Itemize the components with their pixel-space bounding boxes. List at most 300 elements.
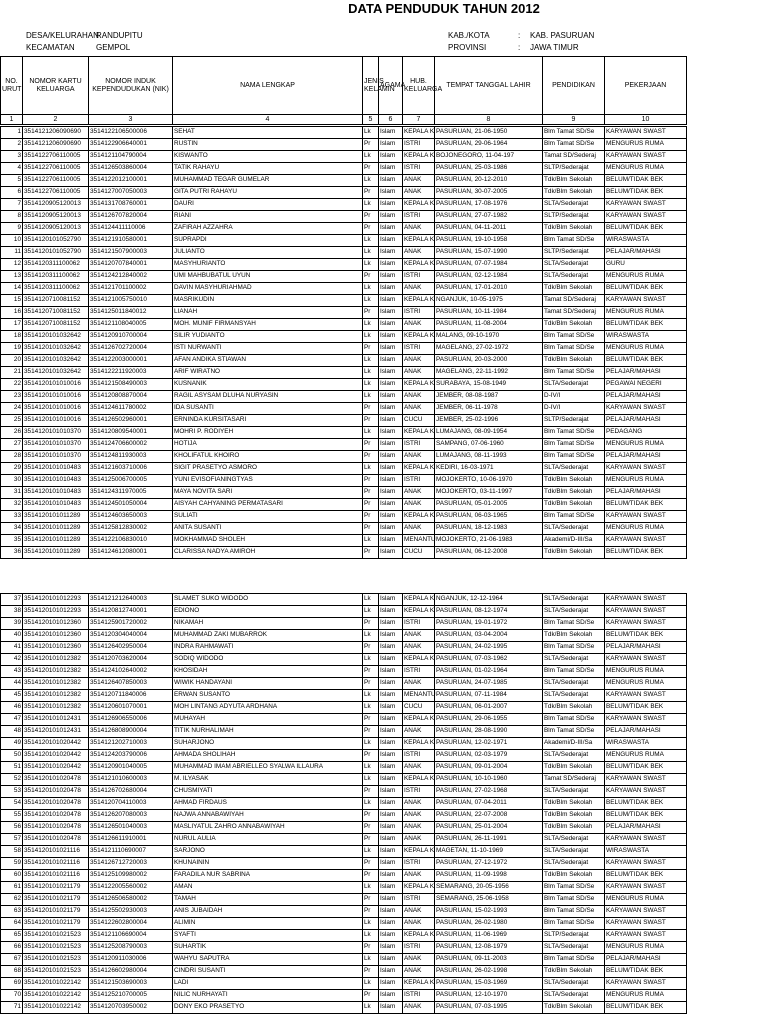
cell-jenis-kelamin: Pr: [363, 642, 379, 654]
cell-pekerjaan: PELAJAR/MAHASI: [605, 247, 687, 259]
cell-nik: 3514121212640003: [89, 594, 173, 606]
cell-pendidikan: SLTA/Sederajat: [543, 858, 605, 870]
cell-no-urut: 9: [1, 223, 23, 235]
cell-pendidikan: SLTA/Sederajat: [543, 271, 605, 283]
cell-hub-keluarga: ANAK: [403, 523, 435, 535]
cell-hub-keluarga: MENANTU: [403, 690, 435, 702]
cell-nomor-kk: 3514120101011289: [23, 523, 89, 535]
cell-pendidikan: Blm Tamat SD/Se: [543, 906, 605, 918]
cell-nomor-kk: 3514120101032642: [23, 343, 89, 355]
cell-nik: 3514126503860004: [89, 163, 173, 175]
cell-tempat-tanggal-lahir: JEMBER, 06-11-1978: [435, 403, 543, 415]
cell-pekerjaan: PELAJAR/MAHASI: [605, 451, 687, 463]
table-row: [1, 415, 687, 427]
cell-nomor-kk: 3514120101012431: [23, 714, 89, 726]
cell-no-urut: 7: [1, 199, 23, 211]
cell-agama: Islam: [379, 187, 403, 199]
cell-tempat-tanggal-lahir: SEMARANG, 20-05-1956: [435, 882, 543, 894]
cell-nik: 3514120901040005: [89, 762, 173, 774]
cell-pendidikan: SLTA/Sederajat: [543, 990, 605, 1002]
cell-nomor-kk: 3514120101052790: [23, 247, 89, 259]
cell-pekerjaan: KARYAWAN SWAST: [605, 906, 687, 918]
cell-nama-lengkap: SILIR YUDIANTO: [173, 331, 363, 343]
cell-agama: Islam: [379, 966, 403, 978]
cell-tempat-tanggal-lahir: PASURUAN, 27-02-1968: [435, 786, 543, 798]
cell-tempat-tanggal-lahir: KEDIRI, 16-03-1971: [435, 463, 543, 475]
cell-no-urut: 63: [1, 906, 23, 918]
cell-nama-lengkap: AHMADA SHOLIHAH: [173, 750, 363, 762]
cell-hub-keluarga: ANAK: [403, 810, 435, 822]
cell-pekerjaan: MENGURUS RUMA: [605, 307, 687, 319]
cell-nik: 3514126506580002: [89, 894, 173, 906]
cell-nomor-kk: 3514120101012293: [23, 594, 89, 606]
cell-nama-lengkap: UMI MAHBUBATUL UYUN: [173, 271, 363, 283]
cell-nama-lengkap: MASLIYATUL ZAHRO ANNABAWIYAH: [173, 822, 363, 834]
cell-nomor-kk: 3514120101010370: [23, 439, 89, 451]
cell-agama: Islam: [379, 487, 403, 499]
table-row: [1, 187, 687, 199]
cell-nik: 3514122012100001: [89, 175, 173, 187]
cell-tempat-tanggal-lahir: PASURUAN, 11-09-1998: [435, 870, 543, 882]
table-row: [1, 618, 687, 630]
table-row: [1, 427, 687, 439]
cell-no-urut: 67: [1, 954, 23, 966]
cell-hub-keluarga: ANAK: [403, 906, 435, 918]
cell-nomor-kk: 3514120101012382: [23, 678, 89, 690]
header-nomor-kk: NOMOR KARTU KELUARGA: [23, 57, 89, 115]
cell-pekerjaan: KARYAWAN SWAST: [605, 714, 687, 726]
cell-agama: Islam: [379, 199, 403, 211]
cell-nomor-kk: 3514120101011289: [23, 535, 89, 547]
cell-pekerjaan: MENGURUS RUMA: [605, 139, 687, 151]
header-number-tempat-tanggal-lahir: 8: [435, 115, 543, 125]
cell-agama: Islam: [379, 930, 403, 942]
cell-nomor-kk: 3514120101022142: [23, 1002, 89, 1014]
cell-nama-lengkap: NILIC NURHAYATI: [173, 990, 363, 1002]
cell-agama: Islam: [379, 786, 403, 798]
cell-agama: Islam: [379, 798, 403, 810]
cell-nama-lengkap: MASRIKUDIN: [173, 295, 363, 307]
cell-pendidikan: Tamat SD/Sederaj: [543, 295, 605, 307]
cell-jenis-kelamin: Lk: [363, 319, 379, 331]
cell-pekerjaan: KARYAWAN SWAST: [605, 211, 687, 223]
table-row: [1, 954, 687, 966]
cell-tempat-tanggal-lahir: PASURUAN, 20-03-2000: [435, 355, 543, 367]
table-row: [1, 894, 687, 906]
cell-no-urut: 44: [1, 678, 23, 690]
cell-nama-lengkap: ANIS JUBAIDAH: [173, 906, 363, 918]
cell-nama-lengkap: TITIK NURHALIMAH: [173, 726, 363, 738]
cell-jenis-kelamin: Pr: [363, 499, 379, 511]
cell-jenis-kelamin: Lk: [363, 391, 379, 403]
cell-nik: 3514126906550006: [89, 714, 173, 726]
cell-agama: Islam: [379, 547, 403, 559]
cell-nik: 3514121104790004: [89, 151, 173, 163]
table-row: [1, 391, 687, 403]
cell-no-urut: 69: [1, 978, 23, 990]
provinsi-label: PROVINSI: [448, 43, 487, 52]
cell-jenis-kelamin: Pr: [363, 415, 379, 427]
cell-tempat-tanggal-lahir: PASURUAN, 06-03-1965: [435, 511, 543, 523]
cell-no-urut: 25: [1, 415, 23, 427]
cell-no-urut: 43: [1, 666, 23, 678]
cell-agama: Islam: [379, 846, 403, 858]
cell-jenis-kelamin: Pr: [363, 966, 379, 978]
cell-pekerjaan: MENGURUS RUMA: [605, 942, 687, 954]
cell-no-urut: 19: [1, 343, 23, 355]
cell-nama-lengkap: TATIK RAHAYU: [173, 163, 363, 175]
cell-hub-keluarga: KEPALA K: [403, 427, 435, 439]
table-row: [1, 511, 687, 523]
cell-nama-lengkap: CINDRI SUSANTI: [173, 966, 363, 978]
cell-hub-keluarga: ANAK: [403, 391, 435, 403]
cell-nama-lengkap: CLARISSA NADYA AMIROH: [173, 547, 363, 559]
cell-nama-lengkap: SEHAT: [173, 127, 363, 139]
cell-nama-lengkap: MASYHURIANTO: [173, 259, 363, 271]
cell-hub-keluarga: ISTRI: [403, 271, 435, 283]
table-row: [1, 331, 687, 343]
cell-hub-keluarga: ISTRI: [403, 618, 435, 630]
cell-tempat-tanggal-lahir: SURABAYA, 15-08-1949: [435, 379, 543, 391]
cell-hub-keluarga: KEPALA K: [403, 331, 435, 343]
header-number-jenis-kelamin: 5: [363, 115, 379, 125]
header-number-nik: 3: [89, 115, 173, 125]
cell-pekerjaan: BELUM/TIDAK BEK: [605, 810, 687, 822]
cell-nomor-kk: 3514120101020478: [23, 774, 89, 786]
cell-no-urut: 18: [1, 331, 23, 343]
cell-jenis-kelamin: Pr: [363, 990, 379, 1002]
cell-nama-lengkap: NAJWA ANNABAWIYAH: [173, 810, 363, 822]
cell-tempat-tanggal-lahir: PASURUAN, 25-03-1986: [435, 163, 543, 175]
page-title: DATA PENDUDUK TAHUN 2012: [348, 1, 540, 16]
cell-agama: Islam: [379, 714, 403, 726]
cell-jenis-kelamin: Pr: [363, 906, 379, 918]
cell-nik: 3514120704110003: [89, 798, 173, 810]
cell-hub-keluarga: KEPALA K: [403, 199, 435, 211]
cell-nama-lengkap: DONY EKO PRASETYO: [173, 1002, 363, 1014]
cell-nomor-kk: 3514120101021116: [23, 846, 89, 858]
header-nama-lengkap: NAMA LENGKAP: [173, 57, 363, 115]
cell-tempat-tanggal-lahir: PASURUAN, 02-12-1984: [435, 271, 543, 283]
cell-nik: 3514124706600002: [89, 439, 173, 451]
cell-nik: 3514121005750010: [89, 295, 173, 307]
table-row: [1, 750, 687, 762]
cell-nomor-kk: 3514120101011289: [23, 511, 89, 523]
cell-pekerjaan: PEGAWAI NEGERI: [605, 379, 687, 391]
cell-nik: 3514122005560002: [89, 882, 173, 894]
cell-jenis-kelamin: Lk: [363, 355, 379, 367]
cell-hub-keluarga: ANAK: [403, 870, 435, 882]
cell-jenis-kelamin: Lk: [363, 846, 379, 858]
cell-pendidikan: Blm Tamat SD/Se: [543, 882, 605, 894]
cell-pekerjaan: KARYAWAN SWAST: [605, 654, 687, 666]
cell-tempat-tanggal-lahir: PASURUAN, 02-03-1979: [435, 750, 543, 762]
cell-tempat-tanggal-lahir: PASURUAN, 08-12-1974: [435, 606, 543, 618]
cell-agama: Islam: [379, 163, 403, 175]
cell-hub-keluarga: ANAK: [403, 403, 435, 415]
cell-nama-lengkap: ZAFIRAH AZZAHRA: [173, 223, 363, 235]
cell-nik: 3514126712720003: [89, 858, 173, 870]
cell-pendidikan: Blm Tamat SD/Se: [543, 918, 605, 930]
cell-hub-keluarga: ANAK: [403, 966, 435, 978]
cell-agama: Islam: [379, 858, 403, 870]
cell-nama-lengkap: ALIMIN: [173, 918, 363, 930]
cell-pekerjaan: BELUM/TIDAK BEK: [605, 702, 687, 714]
cell-pendidikan: D-IV/I: [543, 391, 605, 403]
cell-pekerjaan: BELUM/TIDAK BEK: [605, 762, 687, 774]
cell-pendidikan: Akademi/D-III/Sa: [543, 535, 605, 547]
cell-tempat-tanggal-lahir: MOJOKERTO, 03-11-1997: [435, 487, 543, 499]
cell-pendidikan: SLTA/Sederajat: [543, 786, 605, 798]
cell-pendidikan: Blm Tamat SD/Se: [543, 235, 605, 247]
cell-nama-lengkap: IDA SUSANTI: [173, 403, 363, 415]
cell-pendidikan: Tdk/Blm Sekolah: [543, 798, 605, 810]
cell-tempat-tanggal-lahir: PASURUAN, 03-04-2004: [435, 630, 543, 642]
cell-pekerjaan: BELUM/TIDAK BEK: [605, 283, 687, 295]
cell-no-urut: 58: [1, 846, 23, 858]
cell-nomor-kk: 3514120101010483: [23, 475, 89, 487]
cell-nama-lengkap: GITA PUTRI RAHAYU: [173, 187, 363, 199]
table-row: [1, 606, 687, 618]
cell-hub-keluarga: KEPALA K: [403, 930, 435, 942]
cell-hub-keluarga: CUCU: [403, 702, 435, 714]
header-jenis-kelamin: JENIS KELAMIN: [363, 57, 379, 115]
cell-pendidikan: SLTA/Sederajat: [543, 199, 605, 211]
cell-hub-keluarga: ISTRI: [403, 786, 435, 798]
cell-nik: 3514125210700005: [89, 990, 173, 1002]
cell-tempat-tanggal-lahir: PASURUAN, 01-02-1964: [435, 666, 543, 678]
cell-hub-keluarga: ISTRI: [403, 750, 435, 762]
cell-pekerjaan: BELUM/TIDAK BEK: [605, 319, 687, 331]
cell-nik: 3514125901720002: [89, 618, 173, 630]
cell-pendidikan: Tdk/Blm Sekolah: [543, 630, 605, 642]
cell-hub-keluarga: ANAK: [403, 247, 435, 259]
cell-nik: 3514126402950004: [89, 642, 173, 654]
cell-no-urut: 64: [1, 918, 23, 930]
cell-pekerjaan: PELAJAR/MAHASI: [605, 487, 687, 499]
table-row: [1, 343, 687, 355]
cell-jenis-kelamin: Lk: [363, 774, 379, 786]
table-row: [1, 678, 687, 690]
table-row: [1, 738, 687, 750]
cell-agama: Islam: [379, 511, 403, 523]
cell-pekerjaan: PELAJAR/MAHASI: [605, 954, 687, 966]
table-row: [1, 798, 687, 810]
cell-no-urut: 22: [1, 379, 23, 391]
cell-nomor-kk: 3514120905120013: [23, 223, 89, 235]
cell-nomor-kk: 3514120101012293: [23, 606, 89, 618]
cell-jenis-kelamin: Lk: [363, 127, 379, 139]
cell-pekerjaan: BELUM/TIDAK BEK: [605, 798, 687, 810]
cell-agama: Islam: [379, 954, 403, 966]
table-row: [1, 966, 687, 978]
cell-pekerjaan: WIRASWASTA: [605, 738, 687, 750]
cell-agama: Islam: [379, 834, 403, 846]
cell-nama-lengkap: SUHARJONO: [173, 738, 363, 750]
cell-no-urut: 29: [1, 463, 23, 475]
cell-nama-lengkap: KHOLIFATUL KHOIRO: [173, 451, 363, 463]
cell-nomor-kk: 3514120101021116: [23, 870, 89, 882]
table-row: [1, 259, 687, 271]
cell-no-urut: 6: [1, 187, 23, 199]
cell-hub-keluarga: KEPALA K: [403, 259, 435, 271]
cell-no-urut: 24: [1, 403, 23, 415]
cell-nomor-kk: 3514120101020442: [23, 738, 89, 750]
cell-jenis-kelamin: Lk: [363, 427, 379, 439]
cell-pekerjaan: GURU: [605, 259, 687, 271]
cell-tempat-tanggal-lahir: PASURUAN, 29-06-1955: [435, 714, 543, 726]
cell-pekerjaan: PEDAGANG: [605, 427, 687, 439]
cell-pendidikan: SLTA/Sederajat: [543, 379, 605, 391]
cell-nomor-kk: 3514120101012382: [23, 666, 89, 678]
cell-nomor-kk: 3514120101012382: [23, 654, 89, 666]
cell-nomor-kk: 3514121206090690: [23, 139, 89, 151]
cell-no-urut: 1: [1, 127, 23, 139]
cell-hub-keluarga: ANAK: [403, 678, 435, 690]
cell-pekerjaan: BELUM/TIDAK BEK: [605, 870, 687, 882]
table-row: [1, 451, 687, 463]
cell-nik: 3514125208790003: [89, 942, 173, 954]
cell-no-urut: 54: [1, 798, 23, 810]
cell-agama: Islam: [379, 738, 403, 750]
cell-pekerjaan: KARYAWAN SWAST: [605, 978, 687, 990]
cell-no-urut: 35: [1, 535, 23, 547]
cell-agama: Islam: [379, 690, 403, 702]
cell-nama-lengkap: KHOSIDAH: [173, 666, 363, 678]
cell-nama-lengkap: NIKAMAH: [173, 618, 363, 630]
provinsi-separator: :: [518, 43, 521, 52]
cell-nomor-kk: 3514122706110005: [23, 151, 89, 163]
cell-nama-lengkap: RIANI: [173, 211, 363, 223]
table-row: [1, 151, 687, 163]
cell-nomor-kk: 3514120101020478: [23, 810, 89, 822]
cell-no-urut: 68: [1, 966, 23, 978]
cell-tempat-tanggal-lahir: PASURUAN, 29-06-1964: [435, 139, 543, 151]
cell-tempat-tanggal-lahir: PASURUAN, 26-11-1991: [435, 834, 543, 846]
cell-agama: Islam: [379, 427, 403, 439]
table-row: [1, 990, 687, 1002]
cell-agama: Islam: [379, 367, 403, 379]
cell-nik: 3514124411110006: [89, 223, 173, 235]
cell-pekerjaan: MENGURUS RUMA: [605, 475, 687, 487]
cell-tempat-tanggal-lahir: JEMBER, 25-02-1996: [435, 415, 543, 427]
cell-nik: 3514122106500006: [89, 127, 173, 139]
cell-agama: Islam: [379, 331, 403, 343]
cell-no-urut: 59: [1, 858, 23, 870]
cell-nomor-kk: 3514120101021179: [23, 894, 89, 906]
cell-pekerjaan: MENGURUS RUMA: [605, 750, 687, 762]
table-row: [1, 630, 687, 642]
cell-no-urut: 71: [1, 1002, 23, 1014]
cell-tempat-tanggal-lahir: PASURUAN, 30-07-2005: [435, 187, 543, 199]
cell-nik: 3514120808870004: [89, 391, 173, 403]
cell-tempat-tanggal-lahir: PASURUAN, 26-02-1980: [435, 918, 543, 930]
cell-pekerjaan: PELAJAR/MAHASI: [605, 367, 687, 379]
cell-jenis-kelamin: Pr: [363, 618, 379, 630]
cell-agama: Islam: [379, 127, 403, 139]
cell-pekerjaan: PELAJAR/MAHASI: [605, 642, 687, 654]
cell-agama: Islam: [379, 1002, 403, 1014]
cell-no-urut: 20: [1, 355, 23, 367]
cell-pendidikan: Tdk/Blm Sekolah: [543, 283, 605, 295]
cell-nama-lengkap: MOHRI P. RODIYEH: [173, 427, 363, 439]
cell-hub-keluarga: ISTRI: [403, 942, 435, 954]
table-row: [1, 714, 687, 726]
cell-nama-lengkap: ERWAN SUSANTO: [173, 690, 363, 702]
cell-nomor-kk: 3514120101021523: [23, 930, 89, 942]
cell-jenis-kelamin: Pr: [363, 834, 379, 846]
cell-nomor-kk: 3514120101022142: [23, 978, 89, 990]
cell-jenis-kelamin: Pr: [363, 666, 379, 678]
cell-jenis-kelamin: Pr: [363, 271, 379, 283]
table-row: [1, 882, 687, 894]
cell-tempat-tanggal-lahir: PASURUAN, 07-11-1984: [435, 690, 543, 702]
cell-agama: Islam: [379, 451, 403, 463]
cell-no-urut: 48: [1, 726, 23, 738]
cell-nomor-kk: 3514120101012360: [23, 630, 89, 642]
cell-nik: 3514126702680004: [89, 786, 173, 798]
table-row: [1, 247, 687, 259]
cell-jenis-kelamin: Lk: [363, 918, 379, 930]
cell-no-urut: 50: [1, 750, 23, 762]
cell-hub-keluarga: ISTRI: [403, 666, 435, 678]
cell-agama: Islam: [379, 882, 403, 894]
cell-jenis-kelamin: Lk: [363, 283, 379, 295]
cell-hub-keluarga: KEPALA K: [403, 774, 435, 786]
cell-jenis-kelamin: Pr: [363, 139, 379, 151]
cell-jenis-kelamin: Pr: [363, 894, 379, 906]
cell-jenis-kelamin: Lk: [363, 463, 379, 475]
cell-nik: 3514121508490003: [89, 379, 173, 391]
cell-nama-lengkap: AFAN ANDIKA STIAWAN: [173, 355, 363, 367]
cell-tempat-tanggal-lahir: PASURUAN, 26-02-1998: [435, 966, 543, 978]
cell-pekerjaan: MENGURUS RUMA: [605, 439, 687, 451]
cell-jenis-kelamin: Pr: [363, 163, 379, 175]
cell-nomor-kk: 3514120311100062: [23, 283, 89, 295]
cell-agama: Islam: [379, 211, 403, 223]
header-pendidikan: PENDIDIKAN: [543, 57, 605, 115]
cell-jenis-kelamin: Lk: [363, 702, 379, 714]
cell-nomor-kk: 3514120101021179: [23, 882, 89, 894]
cell-nama-lengkap: AISYAH CAHYANING PERMATASARI: [173, 499, 363, 511]
cell-tempat-tanggal-lahir: MALANG, 09-10-1970: [435, 331, 543, 343]
cell-nik: 3514126207080003: [89, 810, 173, 822]
cell-nik: 3514120304040004: [89, 630, 173, 642]
cell-pendidikan: Blm Tamat SD/Se: [543, 666, 605, 678]
cell-tempat-tanggal-lahir: PASURUAN, 18-12-1983: [435, 523, 543, 535]
cell-pekerjaan: BELUM/TIDAK BEK: [605, 499, 687, 511]
cell-tempat-tanggal-lahir: PASURUAN, 09-11-2003: [435, 954, 543, 966]
cell-agama: Islam: [379, 403, 403, 415]
cell-nik: 3514126407850003: [89, 678, 173, 690]
cell-nama-lengkap: SLAMET SUKO WIDODO: [173, 594, 363, 606]
cell-agama: Islam: [379, 235, 403, 247]
cell-hub-keluarga: ANAK: [403, 319, 435, 331]
cell-nik: 3514126602980004: [89, 966, 173, 978]
cell-hub-keluarga: ANAK: [403, 918, 435, 930]
cell-hub-keluarga: ANAK: [403, 762, 435, 774]
cell-nama-lengkap: MUHAYAH: [173, 714, 363, 726]
cell-jenis-kelamin: Pr: [363, 223, 379, 235]
cell-no-urut: 36: [1, 547, 23, 559]
cell-pendidikan: Tdk/Blm Sekolah: [543, 319, 605, 331]
cell-tempat-tanggal-lahir: PASURUAN, 07-04-2011: [435, 798, 543, 810]
cell-jenis-kelamin: Pr: [363, 487, 379, 499]
cell-hub-keluarga: ANAK: [403, 726, 435, 738]
cell-pekerjaan: KARYAWAN SWAST: [605, 918, 687, 930]
cell-nik: 3514120707840001: [89, 259, 173, 271]
table-row: [1, 774, 687, 786]
